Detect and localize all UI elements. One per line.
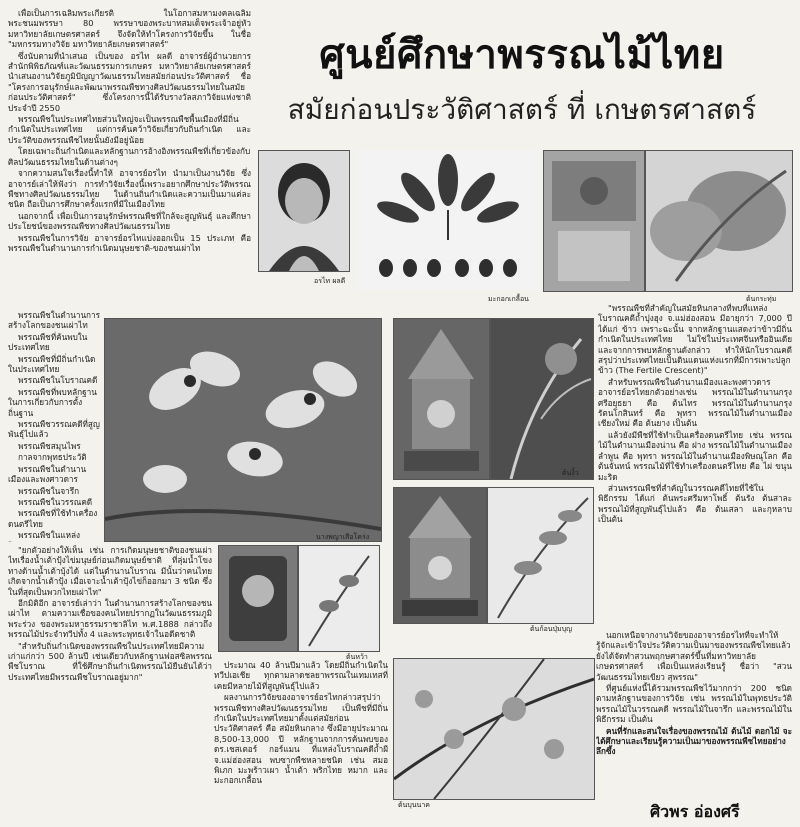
list-item: พรรณพืชที่มีถิ่นกำเนิดในประเทศไทย <box>8 353 96 375</box>
article-column-left-top <box>8 8 251 308</box>
leaf-sketch-photo <box>487 487 594 624</box>
ceramic-art-photo <box>218 545 298 652</box>
caption-flower: นางพญาเสือโคร่ง <box>316 533 370 541</box>
list-item: พรรณพืชในแหล่ง <box>18 530 81 541</box>
list-item: พรรณพืชวรรณคดีที่สูญพันธุ์ไปแล้ว <box>8 419 100 440</box>
paragraph: คนที่รักและสนใจเรื่องของพรรณไม้ ต้นไม้ ดอกไม้ จะได้ศึกษาและเรียนรู้ความเป็นมาของพรรณพืชไทยอย่างลึกซึ้ง <box>596 725 792 757</box>
paragraph: อีกมิติอีก อาจารย์เล่าว่า ในตำนานการสร้างโลกของชนเผ่าไท ตามความเชื่อของคนไทยปรากฏในวัฒนธรรมภูมิพระร่วง ของพระมหาธรรมราชาลิไท พ.ศ.1888 กล่าวถึงพรรณไม้ประจำทวีปทั้ง 4 และพระพุทธเจ้าในอดีตชาติ <box>8 598 212 640</box>
leaves-fruits-photo <box>358 150 538 290</box>
article-column-right-top <box>598 303 792 673</box>
list-item: พรรณพืชในตำนานเมืองและพงศาวดาร <box>8 463 87 485</box>
mural-temple-photo <box>393 318 490 480</box>
paragraph: ส่วนพรรณพืชที่สำคัญในวรรณคดีไทยที่ใช้ในพิธีกรรม ได้แก่ ต้นพระศรีมหาโพธิ์ ต้นรัง ต้นสาละ พรรณไม้ที่สูญพันธุ์ไปแล้ว คือ ต้นเสลา และกุหลาบ เป็นต้น <box>598 482 792 525</box>
plant-sketch-photo <box>298 545 380 652</box>
paragraph: ซึ่งนับตามที่นำเสนอ เป็นของ อรไท ผลดี อาจารย์ผู้อำนวยการสำนักพิพิธภัณฑ์และวัฒนธรรมการเกษตร มหาวิทยาลัยเกษตรศาสตร์ นำเสนองานวิจัยภูมิปัญญาวัฒนธรรมไทยสมัยก่อนประวัติศาสตร์ ชื่อ "โครงการอนุรักษ์และพัฒนาพรรณพืชทางศิลปวัฒนธรรมไทยในสมัยก่อนประวัติศาสตร์" ซึ่งโครงการนี้ได้รับรางวัลสภาวิจัยแห่งชาติ ประจำปี 2550 <box>8 50 251 113</box>
article-column-right-bottom <box>596 630 792 795</box>
list-item: พรรณพืชในวรรณคดี <box>18 496 93 507</box>
caption-leaf-art: ต้นกระทุ่ม <box>746 295 777 303</box>
paragraph: โดยเฉพาะถิ่นกำเนิดและหลักฐานการอ้างอิงพรรณพืชที่เกี่ยวข้องกับศิลปวัฒนธรรมไทยในด้านต่างๆ <box>8 146 251 167</box>
article-column-left-bottom <box>8 545 212 823</box>
list-item: พรรณพืชในตำนานการสร้างโลกของชนเผ่าไท <box>8 310 100 331</box>
list-item: พรรณพืชในจารึก <box>18 485 80 496</box>
tree-branch-photo <box>490 318 594 480</box>
caption-fruits: มะกอกเกลื้อน <box>488 295 529 303</box>
flowering-branches-photo <box>393 658 595 800</box>
list-item: กาลจากพุทธประวัติ <box>18 452 87 463</box>
caption-portrait: อรไท ผลดี <box>314 277 346 285</box>
paragraph: "ยกตัวอย่างให้เห็น เช่น การเกิดมนุษยชาติของชนเผ่าไทเรื่องน้ำเต้าปุ้งไข่มนุษย์ก่อนเกิดมนุษย์ชาติ ที่ลุ่มน้ำโขงทางด้านน้ำเต้าบุ้งได้ แต่ในตำนานโบราณ มีนั้นว่าคนไทยเกิดจากน้ำเต้าปุ้ง เมื่อเจาะน้ำเต้าปุ้งไข่ก็ออกมา 3 ชนิด ซึ่งในที่สุดเป็นพวกไทยเผ่าไท" <box>8 545 212 597</box>
paragraph: เพื่อเป็นการเฉลิมพระเกียรติ ในโอกาสมหามงคลเฉลิมพระชนมพรรษา 80 พรรษาของพระบาทสมเด็จพระเจ้าอยู่หัว มหาวิทยาลัยเกษตรศาสตร์ จึงจัดให้ทำโครงการวิจัยขึ้น ในชื่อ "มหกรรมทางวิจัย มหาวิทยาลัยเกษตรศาสตร์" <box>8 8 251 50</box>
portrait-photo <box>258 150 350 272</box>
caption-tree-small: ต้นหว้า <box>346 653 368 661</box>
byline: ศิวพร อ่องศรี <box>650 802 740 821</box>
paragraph: "พรรณพืชที่สำคัญในสมัยหินกลางที่พบที่แหล่งโบราณคดีถ้ำปุงฮุง จ.แม่ฮ่องสอน มีอายุกว่า 7,000 ปี ได้แก่ ข้าว เพราะฉะนั้น จากหลักฐานแสดงว่าข้าวมีถิ่นกำเนิดในประเทศไทย ไม่ใช่ในประเทศจีนหรืออินเดีย และจากการพบหลักฐานดังกล่าว ทำให้นักโบราณคดีสรุปว่าประเทศไทยเป็นดินแดนแห่งแรกที่มีการเพาะปลูกข้าว (The Fertile Crescent)" <box>598 303 792 376</box>
caption-temple-art: ต้นงิ้ว <box>562 469 579 477</box>
paragraph: ที่ศูนย์แห่งนี้ได้รวมพรรณพืชไว้มากกว่า 200 ชนิด ตามหลักฐานของการวิจัย เช่น พรรณไม้ในพุทธประวัติ พรรณไม้ในวรรณคดี พรรณไม้ในจารึก และพรรณไม้ในพิธีกรรม เป็นต้น <box>596 683 792 725</box>
paragraph: จากความสนใจเรื่องนี้ทำให้ อาจารย์อรไท นำมาเป็นงานวิจัย ซึ่งอาจารย์เล่าให้ฟังว่า การทำวิจัยเรื่องนี้เพราะอยากศึกษาประวัติพรรณพืชทางศิลปวัฒนธรรมไทย ในด้านถิ่นกำเนิดและความเป็นมาแต่ละชนิด ถือเป็นการศึกษาครั้งแรกที่มีในเมืองไทย <box>8 168 251 210</box>
temple-mural-photo <box>393 487 487 624</box>
list-item: พรรณพืชสมุนไพร <box>18 440 81 451</box>
artwork-leaf-photo <box>543 150 645 292</box>
paragraph: "สำหรับถิ่นกำเนิดของพรรณพืชในประเทศไทยมีความเก่าแก่กว่า 500 ล้านปี เช่นเดียวกับหลักฐานฟอสซิลพรรณพืชโบราณ ที่ใช้ศึกษาถิ่นกำเนิดพรรณไม้ยืนยันได้ว่าประเทศไทยมีพรรณพืชโบราณอยู่มาก" <box>8 640 212 682</box>
list-item: พรรณพืชที่ค้นพบในประเทศไทย <box>8 331 88 353</box>
paragraph: ผลงานการวิจัยของอาจารย์อรไทกล่าวสรุปว่า พรรณพืชทางศิลปวัฒนธรรมไทย เป็นพืชที่มีถิ่นกำเนิดในประเทศไทยมาตั้งแต่สมัยก่อนประวัติศาสตร์ คือ สมัยหินกลาง ซึ่งมีอายุประมาณ 8,500-13,000 ปี หลักฐานจากการค้นพบของ ดร.เชสเตอร์ กอร์แมน ที่แหล่งโบราณคดีถ้ำผี จ.แม่ฮ่องสอน พบซากพืชหลายชนิด เช่น สมอพิเภก มะพร้าวเผา น้ำเต้า พริกไทย หมาก และมะกอกเกลื้อน <box>214 692 388 786</box>
caption-mural: ต้นก้อนปุ่มบุญ <box>530 625 573 633</box>
paragraph: พรรณพืชในประเทศไทยส่วนใหญ่จะเป็นพรรณพืชพื้นเมืองที่มีถิ่นกำเนิดในประเทศไทย แต่การค้นคว้าวิจัยเกี่ยวกับถิ่นกำเนิด และประวัติของพรรณพืชไทยนั้นยังมีอยู่น้อย <box>8 114 251 145</box>
list-item: พรรณพืชที่ใช้ทำเครื่องดนตรีไทย <box>8 508 98 529</box>
large-leaf-photo <box>645 150 793 292</box>
paragraph: นอกเหนือจากงานวิจัยของอาจารย์อรไทที่จะทำให้รู้จักและเข้าใจประวัติความเป็นมาของพรรณพืชไทยแล้ว ยังได้จัดทำสวนพฤกษศาสตร์ขึ้นที่มหาวิทยาลัยเกษตรศาสตร์ เพื่อเป็นแหล่งเรียนรู้ ชื่อว่า "สวนวัฒนธรรมไทยเขียว สุพรรณ" <box>596 630 792 682</box>
paragraph: พรรณพืชในการวิจัย อาจารย์อรไทแบ่งออกเป็น 15 ประเภท คือ พรรณพืชในตำนานการกำเนิดมนุษยชาติ-ของชนเผ่าไท <box>8 232 251 253</box>
paragraph: สำหรับพรรณพืชในตำนานเมืองและพงศาวดาร อาจารย์อรไทยกตัวอย่างเช่น พรรณไม้ในตำนานกรุงศรีอยุธยา คือ ต้นไทร พรรณไม้ในตำนานกรุงรัตนโกสินทร์ คือ พุทรา พรรณไม้ในตำนานเมืองเชียงใหม่ คือ ต้นยาง เป็นต้น <box>598 376 792 429</box>
headline: ศูนย์ศึกษาพรรณไม้ไทย <box>319 32 725 78</box>
paragraph: นอกจากนี้ เพื่อเป็นการอนุรักษ์พรรณพืชที่ใกล้จะสูญพันธุ์ และศึกษาประโยชน์ของพรรณพืชทางศิลปวัฒนธรรมไทย <box>8 210 251 232</box>
article-column-left-narrow <box>8 310 100 542</box>
paragraph: ประมาณ 40 ล้านปีมาแล้ว โดยมีถิ่นกำเนิดในทวีปเอเชีย ทุกตามลาดชลยาพรรณในเทมเทสที่เคยมีหลายไม้ที่สูญพันธุ์ไปแล้ว <box>214 660 388 691</box>
article-column-center-bottom <box>214 660 388 823</box>
subheadline: สมัยก่อนประวัติศาสตร์ ที่ เกษตรศาสตร์ <box>287 93 757 126</box>
list-item: พรรณพืชในโบราณคดี <box>18 375 98 386</box>
flower-photo <box>104 318 382 542</box>
paragraph: แล้วยังมีพืชที่ใช้ทำเป็นเครื่องดนตรีไทย เช่น พรรณไม้ในตำนานเมืองน่าน คือ ฝาง พรรณไม้ในตำนานเมืองลำพูน คือ พุทรา พรรณไม้ในตำนานเมืองพิษณุโลก คือ ต้นจันทน์ พรรณไม้ที่ใช้ทำเครื่องดนตรีไทย คือ ไผ่ ขนุน มะริด <box>598 429 792 482</box>
list-item: พรรณพืชที่พบหลักฐานในการเกี่ยวกับการตั้งถิ่นฐาน <box>8 386 97 418</box>
caption-branches: ต้นบุนนาค <box>398 801 430 809</box>
